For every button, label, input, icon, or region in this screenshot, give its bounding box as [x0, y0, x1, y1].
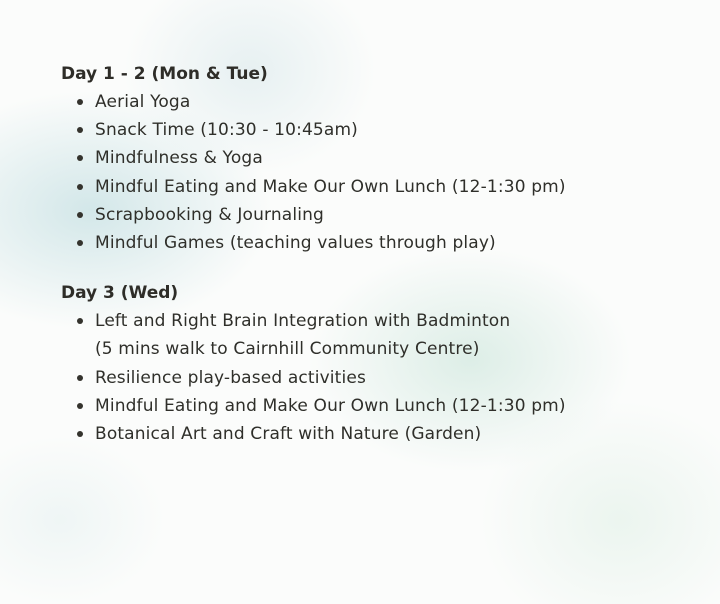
bullet-icon — [77, 184, 83, 190]
list-item — [61, 116, 701, 144]
section-heading: Day 1 - 2 (Mon & Tue) — [61, 64, 268, 84]
list-item-text: Botanical Art and Craft with Nature (Garden) — [95, 424, 482, 445]
list-item-text: Snack Time (10:30 - 10:45am) — [95, 120, 358, 141]
list-item-text: Mindful Eating and Make Our Own Lunch (12-1:30 pm) — [95, 395, 566, 416]
bullet-icon — [77, 240, 83, 246]
list-item — [61, 201, 701, 229]
day-3-section — [61, 281, 701, 448]
section-heading: Day 3 (Wed) — [61, 283, 179, 304]
list-item — [61, 307, 701, 363]
activity-list — [61, 307, 701, 448]
list-item-text: Left and Right Brain Integration with Badminton (5 mins walk to Cairnhill Community Centre) — [95, 311, 511, 360]
bullet-icon — [77, 127, 83, 133]
list-item — [61, 88, 701, 116]
list-item-text: Scrapbooking & Journaling — [95, 204, 324, 225]
list-item — [61, 144, 701, 172]
list-item-text: Mindful Eating and Make Our Own Lunch (12-1:30 pm) — [95, 176, 566, 197]
bullet-icon — [77, 431, 83, 437]
list-item — [61, 420, 701, 448]
bullet-icon — [77, 212, 83, 218]
bullet-icon — [77, 155, 83, 161]
list-item-text: Mindfulness & Yoga — [95, 148, 263, 169]
list-item-text: Mindful Games (teaching values through play) — [95, 233, 496, 254]
list-item-text: Resilience play-based activities — [95, 367, 366, 388]
bullet-icon — [77, 99, 83, 105]
day-1-2-section — [61, 62, 701, 257]
schedule — [61, 62, 701, 448]
bullet-icon — [77, 318, 83, 324]
list-item — [61, 173, 701, 201]
bullet-icon — [77, 403, 83, 409]
list-item-text: Aerial Yoga — [95, 92, 191, 112]
list-item — [61, 229, 701, 257]
list-item — [61, 392, 701, 420]
bullet-icon — [77, 375, 83, 381]
list-item — [61, 364, 701, 392]
activity-list — [61, 88, 701, 257]
